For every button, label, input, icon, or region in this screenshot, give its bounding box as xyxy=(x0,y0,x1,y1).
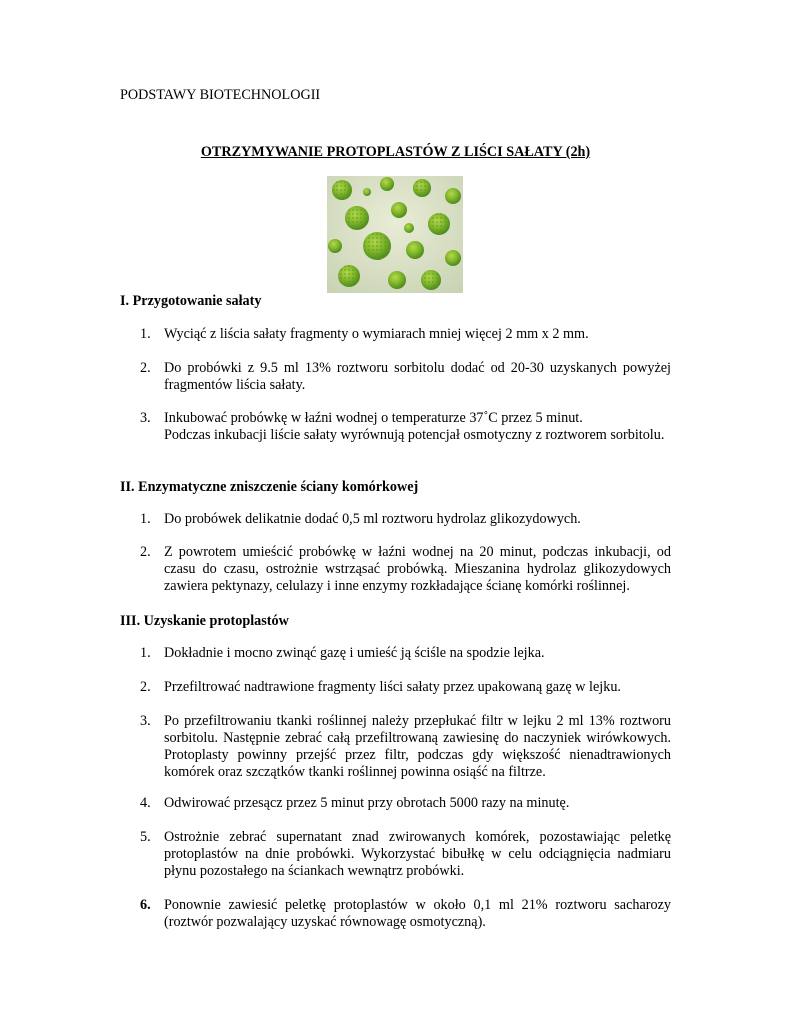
item-number: 1. xyxy=(140,326,151,342)
section-heading: I. Przygotowanie sałaty xyxy=(120,293,262,309)
item-number: 4. xyxy=(140,795,151,811)
item-text-line: Ponownie zawiesić peletkę protoplastów w około 0,1 ml 21% roztworu sacharozy (roztwór pozwalający uzyskać równowagę osmotyczną). xyxy=(164,897,671,930)
item-text-line: Ostrożnie zebrać supernatant znad zwirowanych komórek, pozostawiając peletkę protoplastów na dnie probówki. Wykorzystać bibułkę w celu odciągnięcia nadmiaru płynu pozostałego na ściankach wewnątrz probówki. xyxy=(164,829,671,879)
list-item xyxy=(140,679,671,696)
item-number: 6. xyxy=(140,897,151,913)
page-title: OTRZYMYWANIE PROTOPLASTÓW Z LIŚCI SAŁATY (2h) xyxy=(200,144,591,160)
item-text-line: Dokładnie i mocno zwinąć gazę i umieść ją ściśle na spodzie lejka. xyxy=(164,645,545,661)
item-text xyxy=(164,544,671,595)
item-text xyxy=(164,713,671,781)
item-text xyxy=(164,645,671,662)
item-number: 3. xyxy=(140,713,151,729)
item-number: 2. xyxy=(140,679,151,695)
document-header: PODSTAWY BIOTECHNOLOGII xyxy=(120,87,321,103)
item-text xyxy=(164,795,671,812)
item-text xyxy=(164,360,671,394)
list-item xyxy=(140,645,671,662)
list-item xyxy=(140,410,671,444)
item-number: 2. xyxy=(140,360,151,376)
item-text xyxy=(164,897,671,931)
item-number: 2. xyxy=(140,544,151,560)
item-number: 3. xyxy=(140,410,151,426)
item-number: 5. xyxy=(140,829,151,845)
item-text xyxy=(164,410,671,444)
item-text-line: Inkubować probówkę w łaźni wodnej o temperaturze 37˚C przez 5 minut. xyxy=(164,410,583,426)
item-text-line: Do probówek delikatnie dodać 0,5 ml roztworu hydrolaz glikozydowych. xyxy=(164,511,581,527)
item-text-line: Do probówki z 9.5 ml 13% roztworu sorbitolu dodać od 20-30 uzyskanych powyżej fragmentów liścia sałaty. xyxy=(164,360,671,393)
item-text xyxy=(164,511,671,528)
item-text-line: Wyciąć z liścia sałaty fragmenty o wymiarach mniej więcej 2 mm x 2 mm. xyxy=(164,326,589,342)
item-text-line: Z powrotem umieścić probówkę w łaźni wodnej na 20 minut, podczas inkubacji, od czasu do czasu, ostrożnie wstrząsać probówką. Mieszanina hydrolaz glikozydowych zawiera pektynazy, celulazy i inne enzymy rozkładające ścianę komórki roślinnej. xyxy=(164,544,671,594)
list-item xyxy=(140,713,671,781)
section-heading: II. Enzymatyczne zniszczenie ściany komórkowej xyxy=(120,479,419,495)
item-text xyxy=(164,829,671,880)
list-item xyxy=(140,897,671,931)
list-item xyxy=(140,326,671,343)
item-text-line: Podczas inkubacji liście sałaty wyrównują potencjał osmotyczny z roztworem sorbitolu. xyxy=(164,427,665,443)
item-text-line: Odwirować przesącz przez 5 minut przy obrotach 5000 razy na minutę. xyxy=(164,795,570,811)
protoplast-photo xyxy=(327,176,463,293)
section-heading: III. Uzyskanie protoplastów xyxy=(120,613,289,629)
item-text xyxy=(164,679,671,696)
list-item xyxy=(140,360,671,394)
item-text-line: Przefiltrować nadtrawione fragmenty liści sałaty przez upakowaną gazę w lejku. xyxy=(164,679,621,695)
item-number: 1. xyxy=(140,645,151,661)
list-item xyxy=(140,829,671,880)
item-text-line: Po przefiltrowaniu tkanki roślinnej należy przepłukać filtr w lejku 2 ml 13% roztworu sorbitolu. Następnie zebrać całą przefiltrowaną zawiesinę do naczyniek wirówkowych. Protoplasty powinny przejść przez filtr, podczas gdy większość nienadtrawionych komórek oraz szczątków tkanki roślinnej powinna osiąść na filtrze. xyxy=(164,713,671,780)
list-item xyxy=(140,795,671,812)
item-number: 1. xyxy=(140,511,151,527)
item-text xyxy=(164,326,671,343)
list-item xyxy=(140,544,671,595)
list-item xyxy=(140,511,671,528)
